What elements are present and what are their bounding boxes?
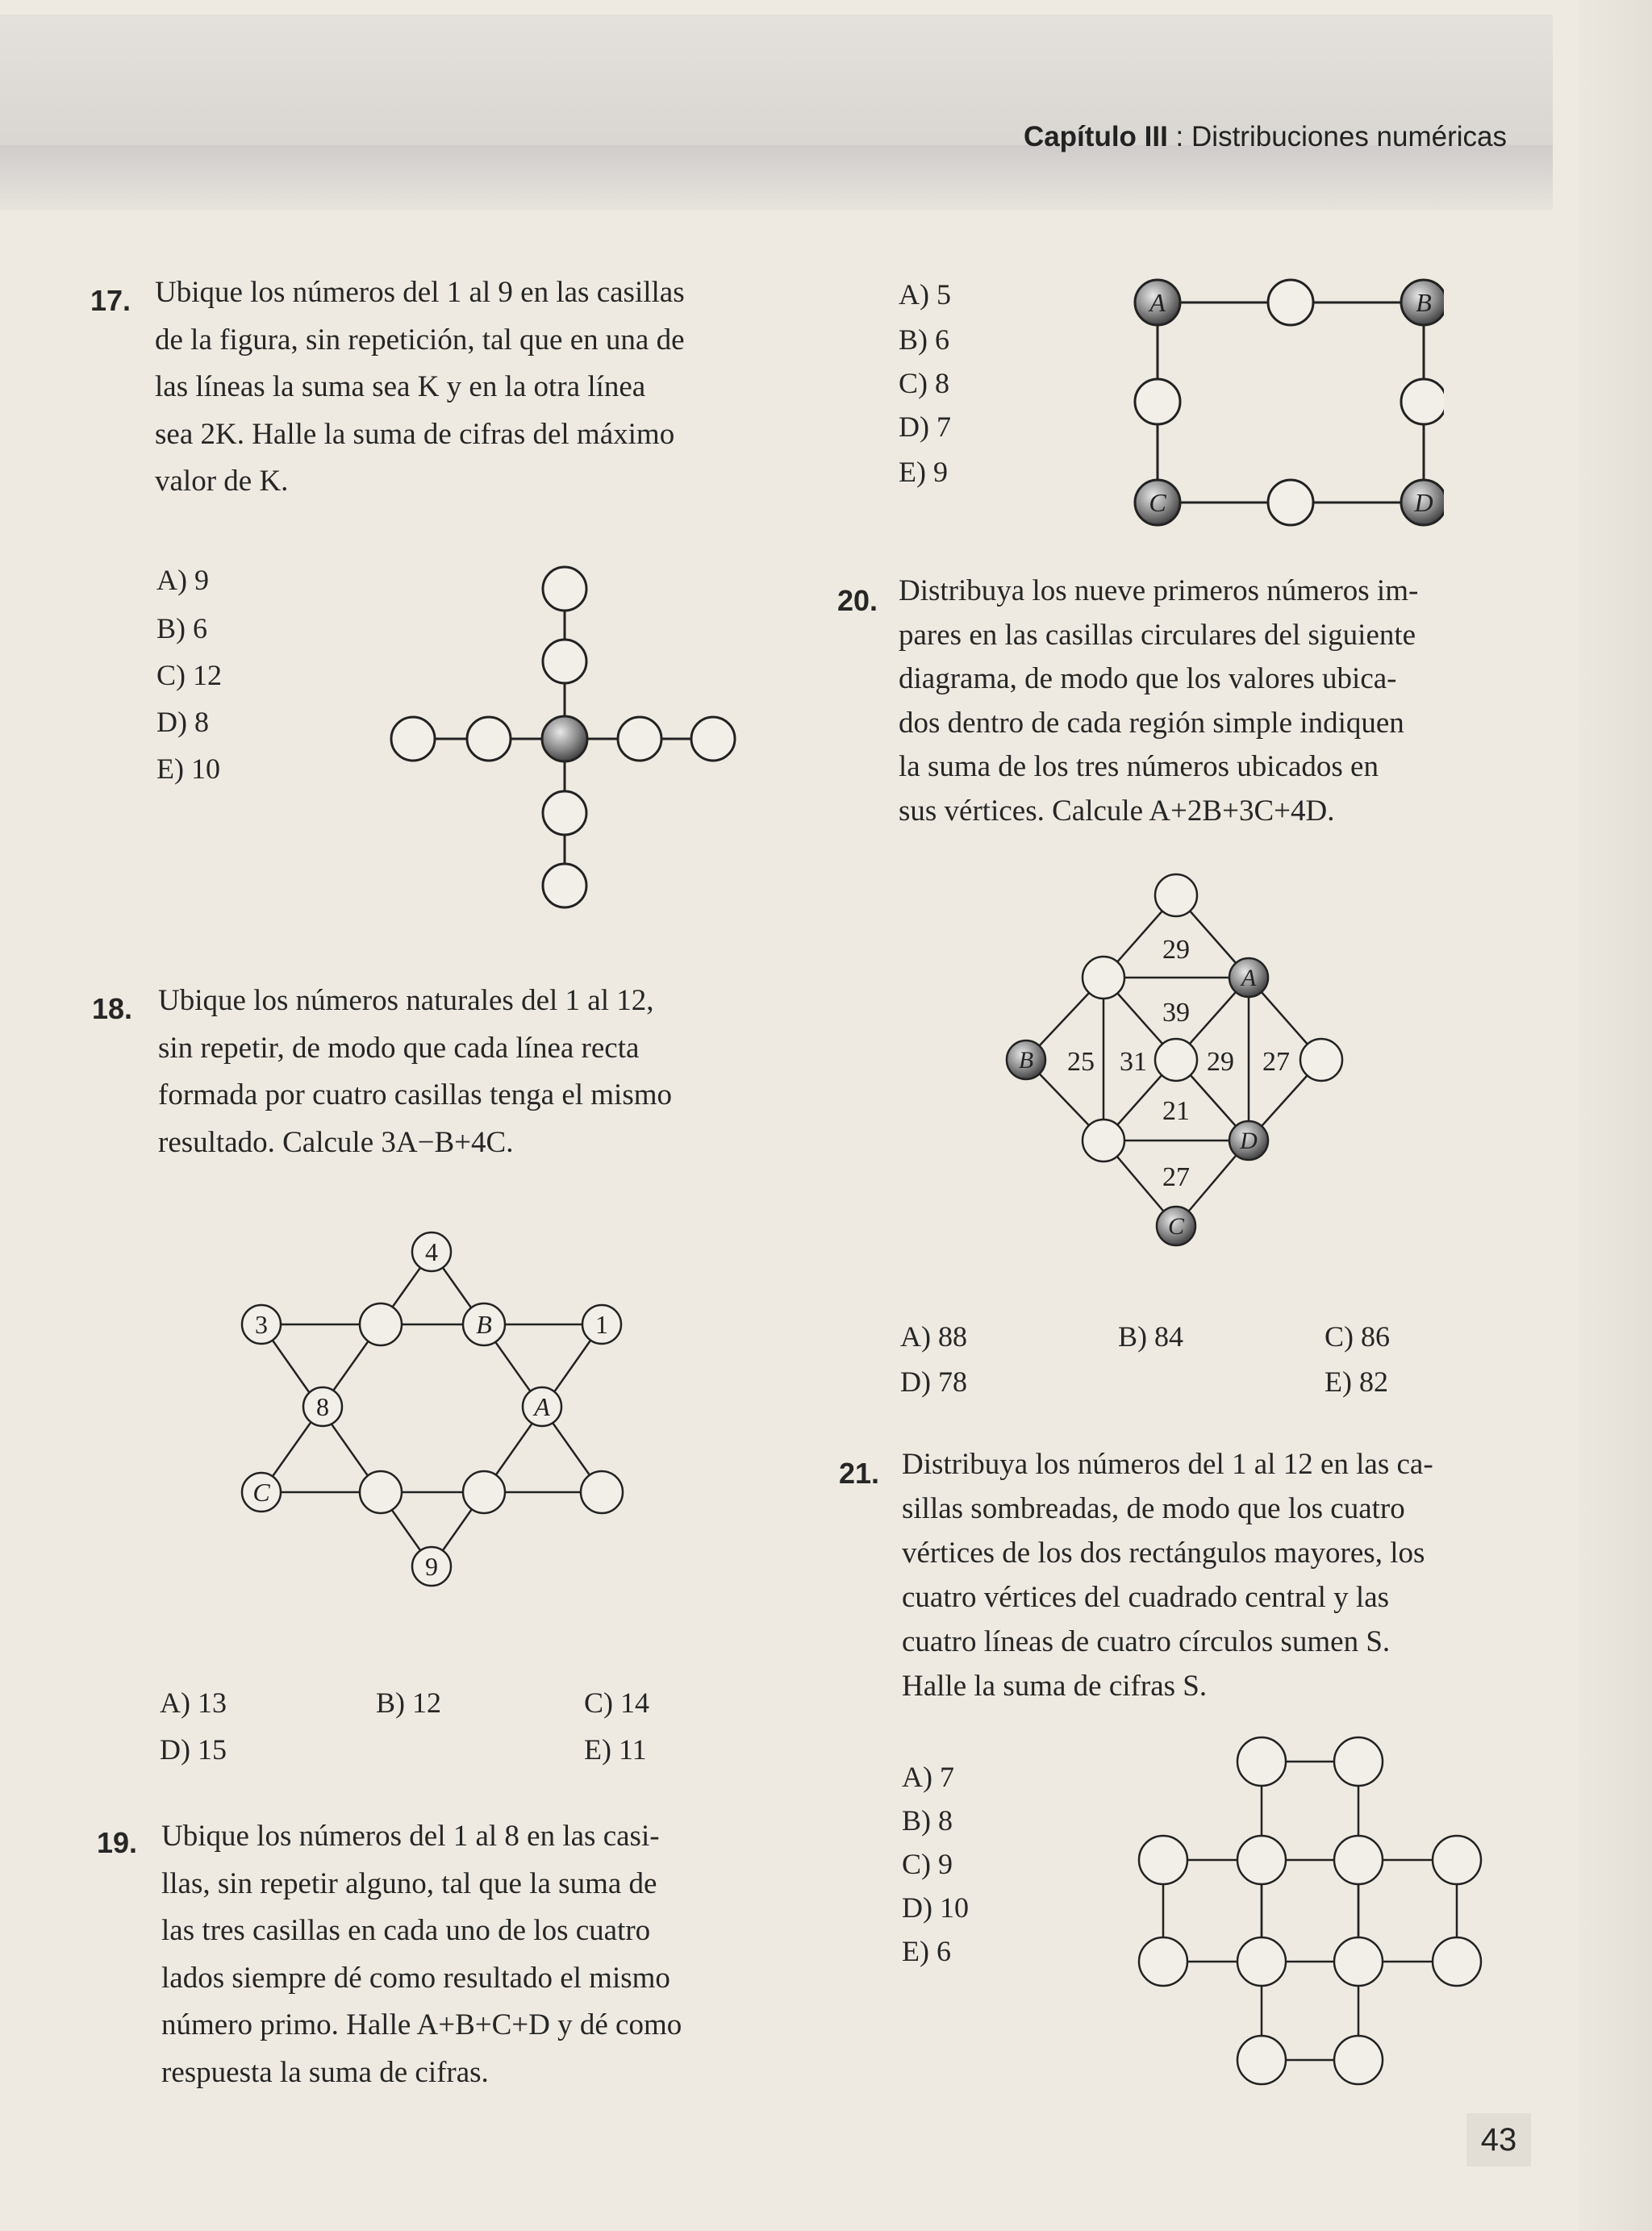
grid-cell — [1237, 1937, 1286, 1986]
cell-label-a: A — [1241, 965, 1257, 991]
option-d[interactable]: D) 7 — [899, 411, 951, 443]
star-diagram — [234, 1226, 645, 1597]
square-diagram — [1129, 274, 1444, 532]
text-line: Halle la suma de cifras S. — [902, 1670, 1208, 1703]
option-e[interactable]: E) 9 — [899, 456, 948, 488]
region-value: 27 — [1262, 1047, 1290, 1077]
cross-cell — [391, 717, 435, 761]
grid-cell — [1433, 1836, 1481, 1884]
problem-number: 18. — [92, 992, 133, 1025]
lower-triangle — [261, 1324, 602, 1566]
region-value: 27 — [1162, 1162, 1190, 1192]
grid-cell — [1334, 1836, 1383, 1884]
option-b[interactable]: B) 84 — [1118, 1320, 1183, 1353]
option-c[interactable]: C) 14 — [584, 1687, 649, 1719]
diamond-diagram — [1000, 863, 1355, 1250]
horizontal-rectangle — [1163, 1860, 1457, 1962]
grid-diagram — [1129, 1726, 1500, 2097]
cell-label-c: C — [252, 1478, 270, 1507]
text-line: de la figura, sin repetición, tal que en una de — [155, 323, 685, 357]
option-c[interactable]: C) 86 — [1325, 1320, 1390, 1353]
option-b[interactable]: B) 12 — [376, 1687, 441, 1719]
text-line: las tres casillas en cada uno de los cuatro — [161, 1914, 651, 1947]
text-line: Ubique los números del 1 al 8 en las casi- — [161, 1820, 660, 1853]
cross-cell — [543, 864, 586, 907]
cross-cell — [543, 640, 586, 683]
cell-label-d: D — [1240, 1128, 1258, 1154]
chapter-separator: : — [1167, 121, 1192, 152]
upper-triangle — [261, 1252, 602, 1492]
option-c[interactable]: C) 9 — [902, 1848, 953, 1880]
page-edge — [1579, 0, 1652, 2231]
problem-text — [155, 269, 768, 506]
cross-cell — [543, 567, 586, 611]
option-c[interactable]: C) 12 — [156, 659, 222, 691]
cell-label-3: 3 — [255, 1310, 268, 1339]
grid-cell — [1237, 2036, 1286, 2084]
text-line: Distribuya los números del 1 al 12 en las ca- — [902, 1448, 1433, 1481]
text-line: dos dentro de cada región simple indiquen — [899, 706, 1404, 740]
text-line: Ubique los números del 1 al 9 en las casillas — [155, 276, 685, 309]
chapter-heading — [1024, 121, 1507, 153]
region-value: 29 — [1207, 1047, 1234, 1077]
text-line: pares en las casillas circulares del siguiente — [899, 618, 1416, 652]
cross-cell — [543, 791, 586, 835]
cross-diagram — [379, 557, 742, 911]
text-line: sin repetir, de modo que cada línea recta — [158, 1031, 640, 1065]
region-value: 31 — [1120, 1047, 1147, 1077]
diamond-cell — [1155, 1039, 1197, 1081]
square-cell — [1268, 480, 1313, 525]
text-line: sea 2K. Halle la suma de cifras del máximo — [155, 417, 675, 451]
cell-label-8: 8 — [316, 1392, 329, 1421]
grid-cell — [1334, 2036, 1383, 2084]
star-cell — [463, 1471, 505, 1513]
text-line: cuatro líneas de cuatro círculos sumen S. — [902, 1625, 1391, 1658]
text-line: sus vértices. Calcule A+2B+3C+4D. — [899, 794, 1335, 828]
region-value: 25 — [1067, 1047, 1095, 1077]
page-number: 43 — [1466, 2113, 1531, 2166]
chapter-label: Capítulo III — [1023, 121, 1168, 152]
option-a[interactable]: A) 7 — [902, 1761, 954, 1793]
text-line: cuatro vértices del cuadrado central y las — [902, 1581, 1390, 1614]
option-a[interactable]: A) 9 — [156, 564, 209, 596]
corner-label-b: B — [1416, 288, 1432, 317]
diamond-cell — [1300, 1039, 1342, 1081]
option-d[interactable]: D) 15 — [160, 1733, 227, 1766]
text-line: Distribuya los nueve primeros números im- — [899, 574, 1419, 607]
problem-text — [158, 978, 767, 1166]
problem-number: 17. — [90, 284, 131, 317]
text-line: sillas sombreadas, de modo que los cuatro — [902, 1492, 1405, 1525]
option-a[interactable]: A) 88 — [900, 1320, 967, 1353]
region-value: 39 — [1162, 998, 1190, 1028]
vertical-rectangle — [1262, 1762, 1358, 2060]
cell-label-4: 4 — [425, 1237, 438, 1266]
cell-label-9: 9 — [425, 1552, 438, 1581]
header-shadow — [0, 145, 1553, 210]
diamond-cell — [1155, 874, 1197, 916]
corner-label-d: D — [1414, 488, 1433, 517]
text-line: valor de K. — [155, 465, 289, 498]
star-cell — [360, 1471, 402, 1513]
grid-cell — [1334, 1737, 1383, 1786]
option-d[interactable]: D) 10 — [902, 1891, 969, 1924]
cross-cell — [691, 717, 735, 761]
text-line: número primo. Halle A+B+C+D y dé como — [161, 2008, 682, 2041]
text-line: formada por cuatro casillas tenga el mismo — [158, 1078, 673, 1111]
grid-cell — [1433, 1937, 1481, 1986]
text-line: resultado. Calcule 3A−B+4C. — [158, 1125, 514, 1159]
square-outline — [1158, 302, 1424, 502]
square-cell — [1135, 379, 1180, 424]
grid-cell — [1237, 1836, 1286, 1884]
grid-cell — [1139, 1836, 1187, 1884]
problem-number: 20. — [837, 584, 878, 617]
cell-label-b: B — [1018, 1047, 1034, 1074]
grid-cell — [1237, 1737, 1286, 1786]
cross-cell — [618, 717, 661, 761]
option-b[interactable]: B) 6 — [156, 612, 207, 644]
text-line: lados siempre dé como resultado el mismo — [161, 1961, 670, 1995]
region-value: 21 — [1162, 1096, 1190, 1126]
region-value: 29 — [1162, 935, 1190, 965]
text-line: vértices de los dos rectángulos mayores, los — [902, 1537, 1425, 1570]
problem-text — [161, 1813, 774, 2096]
option-b[interactable]: B) 6 — [899, 323, 949, 356]
star-cell — [581, 1471, 623, 1513]
text-line: diagrama, de modo que los valores ubica- — [899, 662, 1397, 695]
chapter-title: Distribuciones numéricas — [1191, 121, 1507, 152]
grid-cell — [1334, 1937, 1383, 1986]
problem-text — [899, 569, 1512, 833]
cell-label-a: A — [534, 1392, 550, 1421]
cell-label-c: C — [1167, 1213, 1185, 1240]
option-d[interactable]: D) 78 — [900, 1366, 967, 1398]
option-e[interactable]: E) 10 — [156, 753, 220, 785]
corner-label-c: C — [1149, 488, 1166, 517]
square-cell — [1401, 379, 1444, 424]
cross-cell — [467, 717, 511, 761]
diamond-cell — [1083, 957, 1124, 999]
text-line: Ubique los números naturales del 1 al 12, — [158, 984, 654, 1017]
text-line: llas, sin repetir alguno, tal que la suma de — [161, 1866, 657, 1900]
option-c[interactable]: C) 8 — [899, 367, 949, 399]
square-cell — [1268, 280, 1313, 325]
grid-cell — [1139, 1937, 1187, 1986]
text-line: respuesta la suma de cifras. — [161, 2055, 489, 2089]
option-e[interactable]: E) 82 — [1325, 1366, 1388, 1398]
text-line: la suma de los tres números ubicados en — [899, 750, 1379, 783]
star-cell — [360, 1303, 402, 1345]
option-d[interactable]: D) 8 — [156, 706, 209, 738]
cell-label-1: 1 — [595, 1310, 608, 1339]
problem-number: 21. — [839, 1457, 880, 1490]
option-a[interactable]: A) 13 — [160, 1687, 227, 1719]
problem-number: 19. — [97, 1826, 138, 1859]
option-b[interactable]: B) 8 — [902, 1804, 953, 1837]
diamond-cell — [1083, 1120, 1124, 1161]
text-line: las líneas la suma sea K y en la otra línea — [155, 370, 646, 403]
option-e[interactable]: E) 6 — [902, 1935, 951, 1967]
problem-text — [902, 1442, 1515, 1708]
corner-label-a: A — [1149, 288, 1166, 317]
option-a[interactable]: A) 5 — [899, 278, 951, 311]
shaded-center-cell — [542, 716, 587, 761]
cell-label-b: B — [476, 1310, 492, 1339]
option-e[interactable]: E) 11 — [584, 1733, 647, 1766]
